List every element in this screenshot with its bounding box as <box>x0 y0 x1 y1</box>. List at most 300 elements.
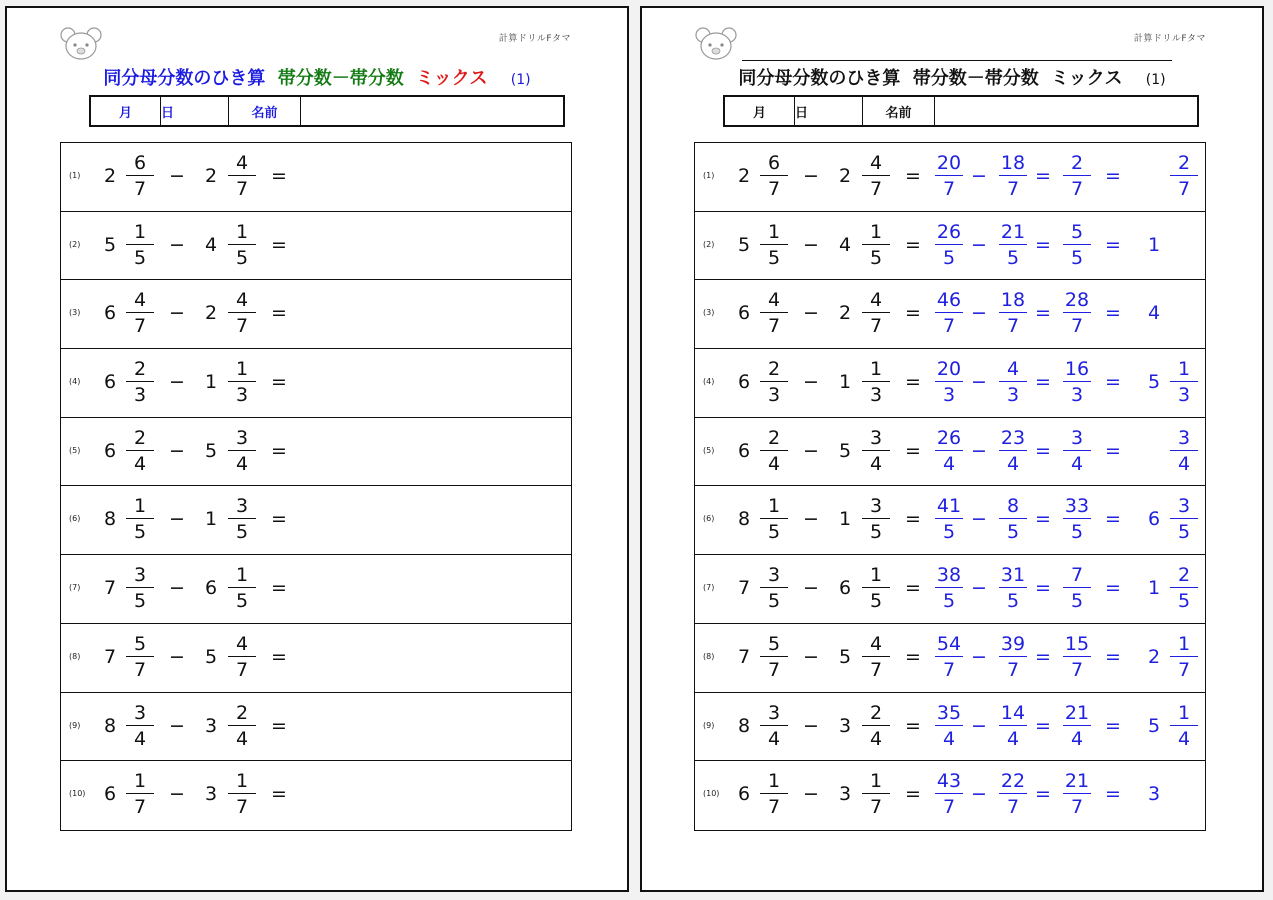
subtrahend-fraction-bar <box>862 312 890 313</box>
equals-sign: = <box>905 508 921 531</box>
subtrahend-fraction <box>228 221 256 269</box>
improper-subtrahend-bar <box>999 725 1027 726</box>
title-part-1: 同分母分数のひき算 <box>103 68 266 89</box>
subtrahend-fraction-numerator: 3 <box>235 426 249 449</box>
subtrahend-fraction-bar <box>228 381 256 382</box>
subtrahend-whole: 6 <box>839 577 852 600</box>
minuend-fraction-denominator: 4 <box>133 727 147 750</box>
subtrahend-fraction <box>862 495 890 543</box>
minus-sign: − <box>169 645 185 668</box>
minuend-whole: 6 <box>104 783 117 806</box>
answer-fraction-denominator: 5 <box>1177 590 1191 613</box>
improper-subtrahend <box>999 152 1027 200</box>
answer-fraction-denominator: 3 <box>1177 384 1191 407</box>
subtrahend-fraction-numerator: 3 <box>869 426 883 449</box>
name-label: 名前 <box>229 97 301 125</box>
minuend-fraction <box>760 427 788 475</box>
minuend-fraction-numerator: 2 <box>133 358 147 381</box>
brand-label: 計算ドリルFタマ <box>498 34 571 44</box>
equals-sign: = <box>1035 371 1051 394</box>
subtrahend-fraction-bar <box>862 175 890 176</box>
worksheet-problems <box>5 6 629 892</box>
subtrahend-fraction <box>228 702 256 750</box>
equals-sign: = <box>271 233 287 256</box>
minuend-fraction-bar <box>126 450 154 451</box>
subtrahend-whole: 1 <box>839 508 852 531</box>
minuend-fraction-denominator: 7 <box>133 315 147 338</box>
answer-whole: 4 <box>1148 302 1161 325</box>
minuend-fraction <box>126 152 154 200</box>
improper-minuend-denominator: 7 <box>942 178 956 200</box>
improper-minuend-denominator: 7 <box>942 658 956 681</box>
problem-number: (3) <box>703 308 715 318</box>
minuend-whole: 6 <box>104 302 117 325</box>
answer-fraction <box>1170 564 1198 612</box>
minuend-whole: 6 <box>738 783 751 806</box>
subtrahend-fraction-numerator: 1 <box>235 770 249 793</box>
minus-sign: − <box>803 302 819 325</box>
minuend-fraction-bar <box>760 312 788 313</box>
answer-fraction-bar <box>1170 587 1198 588</box>
improper-minuend-numerator: 20 <box>936 152 962 174</box>
minus-sign: − <box>971 302 987 325</box>
equals-sign: = <box>905 233 921 256</box>
minuend-fraction-numerator: 6 <box>133 152 147 174</box>
difference-fraction-numerator: 3 <box>1070 426 1084 449</box>
minuend-fraction-denominator: 7 <box>767 658 781 681</box>
minuend-fraction-numerator: 1 <box>133 495 147 518</box>
subtrahend-fraction-bar <box>228 656 256 657</box>
minuend-fraction <box>126 564 154 612</box>
subtrahend-fraction-denominator: 7 <box>869 658 883 681</box>
minuend-fraction <box>760 633 788 681</box>
subtrahend-whole: 4 <box>205 233 218 256</box>
difference-fraction-denominator: 5 <box>1070 521 1084 544</box>
problem-row <box>61 143 571 212</box>
subtrahend-fraction-denominator: 7 <box>235 796 249 819</box>
subtrahend-fraction <box>228 427 256 475</box>
improper-subtrahend <box>999 633 1027 681</box>
minuend-fraction-bar <box>126 725 154 726</box>
minuend-whole: 2 <box>738 165 751 187</box>
subtrahend-fraction <box>862 358 890 406</box>
difference-fraction-bar <box>1063 312 1091 313</box>
improper-minuend-bar <box>935 450 963 451</box>
minuend-whole: 5 <box>738 233 751 256</box>
subtrahend-fraction-denominator: 3 <box>869 384 883 407</box>
subtrahend-fraction-denominator: 7 <box>869 315 883 338</box>
minuend-fraction-denominator: 3 <box>133 384 147 407</box>
equals-sign: = <box>1035 714 1051 737</box>
improper-subtrahend-bar <box>999 381 1027 382</box>
equals-sign: = <box>905 165 921 187</box>
problem-row <box>61 761 571 830</box>
answer-fraction <box>1170 495 1198 543</box>
minuend-whole: 7 <box>738 645 751 668</box>
minus-sign: − <box>803 165 819 187</box>
improper-minuend-numerator: 38 <box>936 564 962 587</box>
name-date-box[interactable] <box>723 95 1199 127</box>
subtrahend-fraction-numerator: 1 <box>235 564 249 587</box>
improper-subtrahend-numerator: 21 <box>1000 220 1026 243</box>
subtrahend-whole: 2 <box>839 302 852 325</box>
difference-fraction <box>1063 770 1091 818</box>
name-field[interactable] <box>935 97 1197 125</box>
minuend-whole: 8 <box>738 508 751 531</box>
subtrahend-fraction <box>228 289 256 337</box>
minus-sign: − <box>971 714 987 737</box>
minuend-fraction-bar <box>760 587 788 588</box>
minuend-fraction-denominator: 4 <box>767 727 781 750</box>
problem-number: (1) <box>703 171 715 180</box>
difference-fraction-bar <box>1063 450 1091 451</box>
equals-sign: = <box>1035 302 1051 325</box>
subtrahend-whole: 3 <box>839 714 852 737</box>
minuend-fraction-bar <box>760 244 788 245</box>
answer-fraction-bar <box>1170 518 1198 519</box>
subtrahend-whole: 1 <box>839 371 852 394</box>
subtrahend-fraction-numerator: 4 <box>235 152 249 174</box>
minuend-fraction-denominator: 7 <box>133 796 147 819</box>
minus-sign: − <box>971 645 987 668</box>
equals-sign: = <box>905 302 921 325</box>
minus-sign: − <box>803 577 819 600</box>
equals-sign: = <box>1105 714 1121 737</box>
problem-number: (1) <box>69 171 81 180</box>
equals-sign: = <box>271 508 287 531</box>
minuend-whole: 7 <box>738 577 751 600</box>
improper-minuend-numerator: 26 <box>936 220 962 243</box>
answer-fraction-bar <box>1170 381 1198 382</box>
minuend-fraction-bar <box>126 518 154 519</box>
answer-whole: 6 <box>1148 508 1161 531</box>
improper-subtrahend-bar <box>999 587 1027 588</box>
minuend-fraction-numerator: 4 <box>133 289 147 312</box>
subtrahend-fraction-bar <box>862 656 890 657</box>
minuend-fraction-denominator: 5 <box>767 590 781 613</box>
subtrahend-fraction-bar <box>862 381 890 382</box>
subtrahend-fraction-bar <box>862 450 890 451</box>
subtrahend-fraction-numerator: 1 <box>869 220 883 243</box>
minus-sign: − <box>169 577 185 600</box>
problem-row <box>695 143 1205 212</box>
problem-row <box>695 349 1205 418</box>
difference-fraction-denominator: 7 <box>1070 796 1084 819</box>
day-label: 日 <box>795 97 863 125</box>
minuend-fraction-denominator: 4 <box>133 452 147 475</box>
problem-row <box>695 418 1205 487</box>
subtrahend-fraction-denominator: 7 <box>235 178 249 200</box>
minuend-fraction <box>760 358 788 406</box>
equals-sign: = <box>1105 783 1121 806</box>
improper-subtrahend-numerator: 8 <box>1006 495 1020 518</box>
minuend-whole: 8 <box>104 714 117 737</box>
improper-minuend-bar <box>935 656 963 657</box>
improper-minuend <box>935 770 963 818</box>
improper-subtrahend <box>999 564 1027 612</box>
subtrahend-fraction-numerator: 3 <box>235 495 249 518</box>
bear-logo-icon <box>694 26 738 62</box>
subtrahend-fraction <box>862 289 890 337</box>
problem-row <box>695 212 1205 281</box>
equals-sign: = <box>1035 165 1051 187</box>
minus-sign: − <box>803 233 819 256</box>
minus-sign: − <box>169 783 185 806</box>
equals-sign: = <box>1035 439 1051 462</box>
improper-minuend-denominator: 5 <box>942 590 956 613</box>
answer-fraction <box>1170 152 1198 200</box>
minus-sign: − <box>169 508 185 531</box>
subtrahend-fraction-bar <box>228 518 256 519</box>
difference-fraction-numerator: 2 <box>1070 152 1084 174</box>
difference-fraction <box>1063 702 1091 750</box>
equals-sign: = <box>1105 165 1121 187</box>
improper-subtrahend <box>999 702 1027 750</box>
improper-subtrahend <box>999 495 1027 543</box>
title-part-4: (1) <box>1145 72 1166 88</box>
improper-minuend-numerator: 43 <box>936 770 962 793</box>
minuend-fraction-denominator: 4 <box>767 452 781 475</box>
subtrahend-fraction <box>228 564 256 612</box>
minus-sign: − <box>169 302 185 325</box>
minus-sign: − <box>803 371 819 394</box>
problem-row <box>61 349 571 418</box>
equals-sign: = <box>1035 508 1051 531</box>
problem-row <box>61 693 571 762</box>
improper-minuend-numerator: 26 <box>936 426 962 449</box>
minus-sign: − <box>803 508 819 531</box>
subtrahend-fraction-numerator: 4 <box>869 152 883 174</box>
equals-sign: = <box>271 714 287 737</box>
subtrahend-fraction-numerator: 2 <box>869 701 883 724</box>
improper-minuend <box>935 564 963 612</box>
improper-minuend-numerator: 35 <box>936 701 962 724</box>
improper-subtrahend-numerator: 22 <box>1000 770 1026 793</box>
minuend-fraction <box>126 289 154 337</box>
subtrahend-fraction-denominator: 7 <box>235 658 249 681</box>
minuend-fraction-numerator: 2 <box>767 358 781 381</box>
minuend-fraction-denominator: 7 <box>767 315 781 338</box>
equals-sign: = <box>1035 645 1051 668</box>
equals-sign: = <box>905 439 921 462</box>
improper-subtrahend-bar <box>999 793 1027 794</box>
difference-fraction-bar <box>1063 175 1091 176</box>
minuend-fraction-bar <box>126 587 154 588</box>
difference-fraction-bar <box>1063 587 1091 588</box>
subtrahend-fraction-denominator: 5 <box>235 246 249 269</box>
minuend-whole: 6 <box>738 371 751 394</box>
improper-minuend-denominator: 3 <box>942 384 956 407</box>
minuend-fraction-numerator: 1 <box>767 495 781 518</box>
equals-sign: = <box>271 439 287 462</box>
improper-subtrahend-bar <box>999 656 1027 657</box>
improper-minuend-numerator: 46 <box>936 289 962 312</box>
problem-list <box>60 142 572 831</box>
difference-fraction <box>1063 633 1091 681</box>
equals-sign: = <box>1105 302 1121 325</box>
subtrahend-whole: 5 <box>205 439 218 462</box>
worksheet-title <box>7 64 627 90</box>
minuend-fraction <box>126 358 154 406</box>
improper-subtrahend-denominator: 7 <box>1006 178 1020 200</box>
minuend-fraction-denominator: 5 <box>133 246 147 269</box>
improper-minuend-numerator: 41 <box>936 495 962 518</box>
problem-number: (4) <box>69 377 81 387</box>
improper-subtrahend-denominator: 4 <box>1006 727 1020 750</box>
equals-sign: = <box>905 371 921 394</box>
minus-sign: − <box>971 508 987 531</box>
answer-fraction-numerator: 1 <box>1177 701 1191 724</box>
subtrahend-fraction-denominator: 7 <box>869 796 883 819</box>
improper-subtrahend-numerator: 23 <box>1000 426 1026 449</box>
problem-number: (7) <box>69 583 81 593</box>
brand-label: 計算ドリルFタマ <box>1133 34 1206 44</box>
subtrahend-fraction-bar <box>228 175 256 176</box>
problem-number: (4) <box>703 377 715 387</box>
subtrahend-whole: 1 <box>205 508 218 531</box>
problem-number: (9) <box>69 720 81 730</box>
minus-sign: − <box>803 645 819 668</box>
subtrahend-fraction-denominator: 5 <box>235 590 249 613</box>
difference-fraction-bar <box>1063 793 1091 794</box>
improper-minuend <box>935 702 963 750</box>
minuend-fraction <box>760 289 788 337</box>
equals-sign: = <box>1105 508 1121 531</box>
difference-fraction <box>1063 289 1091 337</box>
title-part-4: (1) <box>510 72 531 88</box>
equals-sign: = <box>905 577 921 600</box>
equals-sign: = <box>905 645 921 668</box>
answer-whole: 1 <box>1148 233 1161 256</box>
subtrahend-fraction <box>862 152 890 200</box>
month-label: 月 <box>91 97 161 125</box>
problem-row <box>695 693 1205 762</box>
minuend-fraction-numerator: 2 <box>767 426 781 449</box>
answer-fraction <box>1170 358 1198 406</box>
difference-fraction-numerator: 15 <box>1064 632 1090 655</box>
improper-minuend-denominator: 7 <box>942 315 956 338</box>
equals-sign: = <box>271 165 287 187</box>
improper-subtrahend-denominator: 5 <box>1006 521 1020 544</box>
minuend-fraction-numerator: 3 <box>767 564 781 587</box>
minus-sign: − <box>169 714 185 737</box>
minuend-fraction <box>126 427 154 475</box>
improper-subtrahend <box>999 427 1027 475</box>
difference-fraction-bar <box>1063 725 1091 726</box>
subtrahend-fraction-bar <box>862 518 890 519</box>
equals-sign: = <box>1035 783 1051 806</box>
answer-whole: 3 <box>1148 783 1161 806</box>
answer-fraction-bar <box>1170 725 1198 726</box>
minuend-fraction <box>126 221 154 269</box>
minuend-fraction-numerator: 3 <box>133 564 147 587</box>
improper-subtrahend-numerator: 18 <box>1000 152 1026 174</box>
minuend-fraction-numerator: 1 <box>133 220 147 243</box>
minuend-fraction-denominator: 7 <box>133 178 147 200</box>
name-field[interactable] <box>301 97 563 125</box>
improper-subtrahend-denominator: 7 <box>1006 658 1020 681</box>
minuend-whole: 7 <box>104 577 117 600</box>
problem-row <box>695 486 1205 555</box>
difference-fraction-bar <box>1063 518 1091 519</box>
improper-minuend <box>935 221 963 269</box>
problem-row <box>695 280 1205 349</box>
answer-list <box>694 142 1206 831</box>
minus-sign: − <box>169 165 185 187</box>
worksheet-title <box>642 64 1262 90</box>
answer-fraction <box>1170 633 1198 681</box>
minuend-fraction-bar <box>126 175 154 176</box>
subtrahend-fraction-denominator: 4 <box>869 727 883 750</box>
subtrahend-fraction <box>862 633 890 681</box>
minus-sign: − <box>169 233 185 256</box>
improper-minuend-numerator: 20 <box>936 358 962 381</box>
difference-fraction-numerator: 21 <box>1064 770 1090 793</box>
minuend-fraction-bar <box>760 518 788 519</box>
subtrahend-fraction <box>228 495 256 543</box>
improper-minuend-bar <box>935 312 963 313</box>
minuend-fraction-numerator: 5 <box>133 632 147 655</box>
answer-fraction-numerator: 3 <box>1177 495 1191 518</box>
subtrahend-fraction <box>228 358 256 406</box>
name-date-box[interactable] <box>89 95 565 127</box>
improper-subtrahend <box>999 358 1027 406</box>
problem-row <box>695 624 1205 693</box>
minuend-fraction-bar <box>760 450 788 451</box>
title-part-3: ミックス <box>1050 68 1123 89</box>
subtrahend-fraction-numerator: 1 <box>235 220 249 243</box>
improper-subtrahend-bar <box>999 518 1027 519</box>
minuend-fraction-bar <box>760 725 788 726</box>
difference-fraction-denominator: 7 <box>1070 178 1084 200</box>
worksheet-answers <box>640 6 1264 892</box>
minuend-fraction <box>760 152 788 200</box>
minuend-fraction-denominator: 7 <box>133 658 147 681</box>
answer-whole: 5 <box>1148 371 1161 394</box>
month-label: 月 <box>725 97 795 125</box>
minuend-fraction-denominator: 5 <box>767 246 781 269</box>
difference-fraction-denominator: 3 <box>1070 384 1084 407</box>
answer-fraction <box>1170 702 1198 750</box>
difference-fraction-denominator: 5 <box>1070 246 1084 269</box>
problem-number: (3) <box>69 308 81 318</box>
improper-minuend-bar <box>935 587 963 588</box>
difference-fraction-denominator: 4 <box>1070 452 1084 475</box>
answer-fraction-denominator: 5 <box>1177 521 1191 544</box>
difference-fraction-bar <box>1063 656 1091 657</box>
improper-minuend-bar <box>935 793 963 794</box>
problem-number: (10) <box>69 789 86 799</box>
equals-sign: = <box>271 783 287 806</box>
improper-subtrahend <box>999 221 1027 269</box>
minus-sign: − <box>169 371 185 394</box>
subtrahend-fraction-bar <box>228 725 256 726</box>
equals-sign: = <box>1105 577 1121 600</box>
problem-number: (7) <box>703 583 715 593</box>
equals-sign: = <box>905 783 921 806</box>
subtrahend-whole: 5 <box>839 439 852 462</box>
problem-number: (8) <box>69 651 81 661</box>
minuend-fraction-denominator: 5 <box>133 590 147 613</box>
subtrahend-whole: 5 <box>205 645 218 668</box>
subtrahend-whole: 2 <box>205 165 218 187</box>
difference-fraction-denominator: 4 <box>1070 727 1084 750</box>
improper-minuend <box>935 289 963 337</box>
difference-fraction <box>1063 358 1091 406</box>
equals-sign: = <box>271 302 287 325</box>
improper-minuend-bar <box>935 244 963 245</box>
problem-number: (6) <box>703 514 715 524</box>
